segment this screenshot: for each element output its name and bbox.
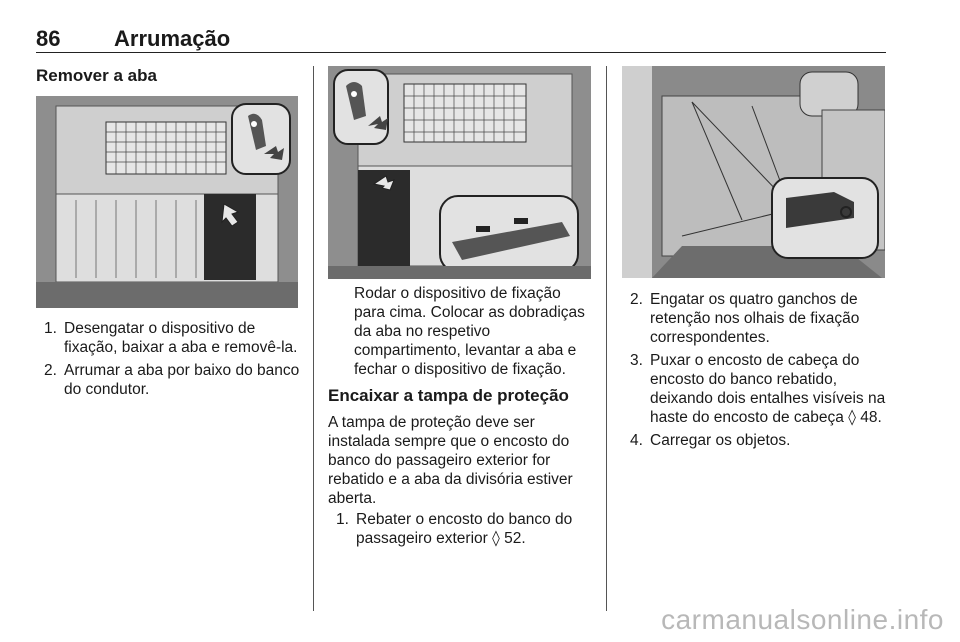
fix-flap-caption: Rodar o dispositivo de fixação para cima. Colocar as dobradiças da aba no respetivo compartimento, levantar a aba e fechar o dispositivo de fixação.	[354, 285, 585, 378]
watermark: carmanualsonline.info	[661, 604, 944, 635]
column-divider-2	[606, 66, 607, 611]
header-rule	[36, 52, 886, 53]
protective-cover-intro: A tampa de proteção deve ser instalada sempre que o encosto do banco do passageiro exterior for rebatido e a aba da divisória estiver aberta.	[328, 414, 573, 507]
page-reference[interactable]: 48.	[860, 409, 882, 426]
list-item: 2. Engatar os quatro ganchos de retenção nos olhais de fixação correspondentes.	[630, 291, 860, 346]
remove-flap-steps	[44, 319, 302, 403]
van-cargo-illustration	[36, 96, 298, 308]
column-divider-1	[313, 66, 314, 611]
figure-seat-cover	[622, 66, 885, 278]
section-heading-protective-cover: Encaixar a tampa de proteção	[328, 386, 569, 405]
page-reference-icon: ◊	[848, 408, 856, 426]
figure-fix-flap	[328, 66, 591, 279]
page-number: 86	[36, 26, 61, 51]
list-item: 3. Puxar o encosto de cabeça do encosto do banco rebatido, deixando dois entalhes visíveis na haste do encosto de cabeça ◊ 48.	[630, 352, 886, 426]
list-item: 4. Carregar os objetos.	[630, 432, 791, 449]
page-reference-icon: ◊	[492, 529, 500, 547]
page-title: Arrumação	[114, 26, 231, 51]
section-heading-remove-flap: Remover a aba	[36, 66, 157, 85]
list-item: 1. Desengatar o dispositivo de fixação, baixar a aba e removê-la.	[44, 320, 298, 356]
figure-remove-flap	[36, 96, 298, 308]
seat-cover-steps	[630, 290, 888, 454]
list-item: 1. Rebater o encosto do banco do passageiro exterior ◊ 52.	[336, 511, 573, 547]
seat-cover-illustration	[622, 66, 885, 278]
protective-cover-steps	[336, 510, 598, 552]
list-item: 2. Arrumar a aba por baixo do banco do condutor.	[44, 362, 300, 398]
van-partition-illustration	[328, 66, 591, 279]
page-reference[interactable]: 52.	[504, 530, 526, 547]
